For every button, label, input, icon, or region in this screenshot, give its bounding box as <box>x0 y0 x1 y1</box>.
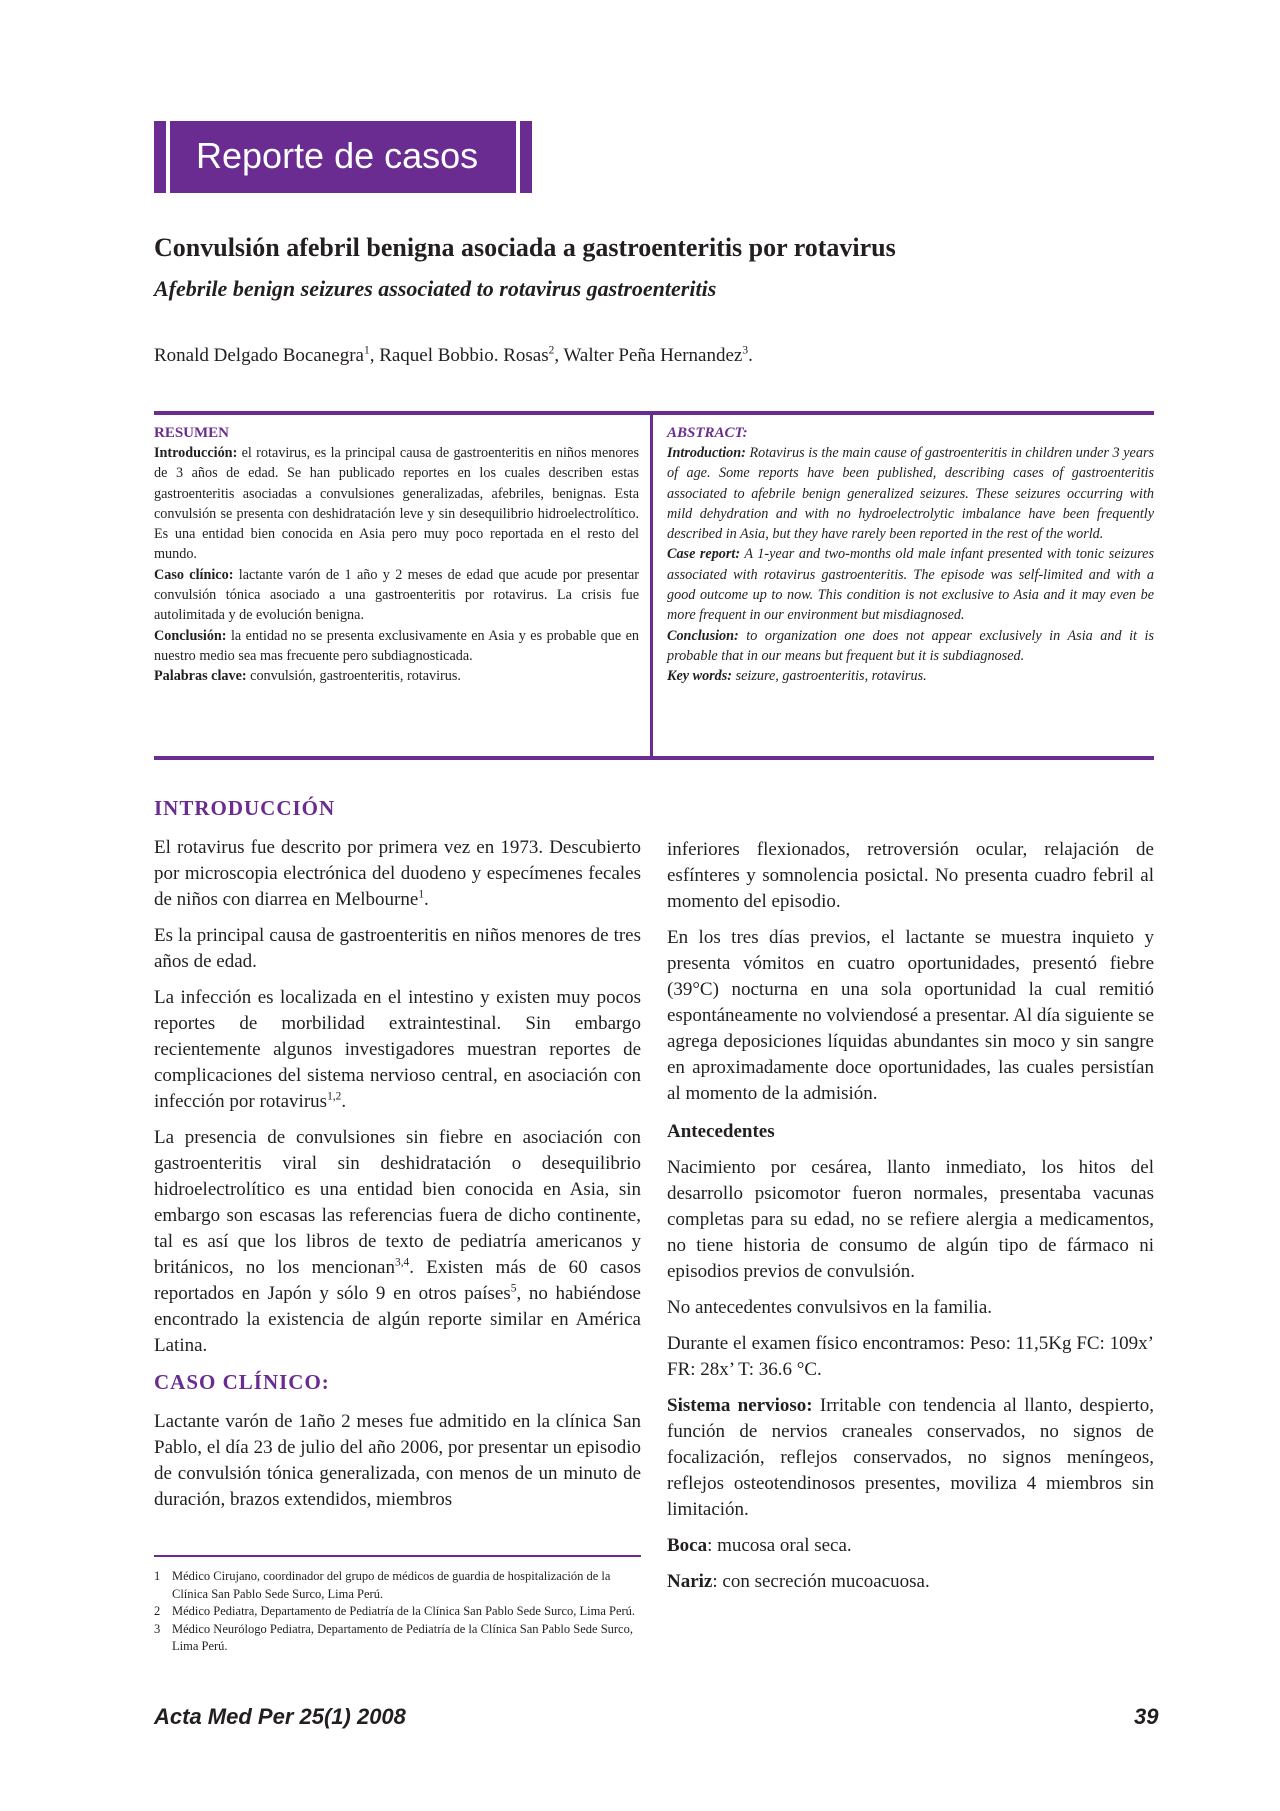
author-ref: 3 <box>742 344 749 357</box>
right-column <box>667 837 1154 1605</box>
citation-ref: 3,4 <box>395 1256 410 1269</box>
resumen-block <box>154 423 639 687</box>
footnote-text: Médico Neurólogo Pediatra, Departamento de Pediatría de la Clínica San Pablo Sede Surco, Lima Perú. <box>172 1621 633 1653</box>
author-ref: 1 <box>363 344 370 357</box>
abstract-block <box>667 423 1154 687</box>
resumen-paragraph <box>154 626 639 667</box>
paragraph-text: La infección es localizada en el intestino y existen muy pocos reportes de morbilidad extraintestinal. Sin embargo recientemente algunos investigadores muestran reportes de complicaciones del sistema nervioso central, en asociación con infección por rotavirus <box>154 987 641 1112</box>
footnotes <box>154 1568 641 1656</box>
author-name: Raquel Bobbio. Rosas <box>379 345 549 366</box>
left-column <box>154 795 641 1523</box>
body-paragraph <box>667 1569 1154 1595</box>
body-paragraph <box>667 1533 1154 1559</box>
resumen-text: la entidad no se presenta exclusivamente en Asia y es probable que en nuestro medio sea mas frecuente pero subdiagnosticada. <box>154 627 639 664</box>
body-paragraph: Es la principal causa de gastroenteritis en niños menores de tres años de edad. <box>154 925 641 972</box>
abstract-label: Case report: <box>667 546 741 563</box>
authors <box>154 345 753 367</box>
resumen-text: convulsión, gastroenteritis, rotavirus. <box>246 668 461 685</box>
footnote-text: Médico Pediatra, Departamento de Pediatría de la Clínica San Pablo Sede Surco, Lima Perú. <box>172 1604 636 1618</box>
abstract-text: seizure, gastroenteritis, rotavirus. <box>732 668 927 685</box>
subheading-antecedentes: Antecedentes <box>667 1121 775 1142</box>
resumen-label: Conclusión: <box>154 627 227 644</box>
body-paragraph <box>154 835 641 913</box>
footnote <box>154 1621 641 1656</box>
abstract-text: A 1-year and two-months old male infant presented with tonic seizures associated with rotavirus gastroenteritis. The episode was self-limited and with a good outcome up to now. This condition is not exclusive to Asia and it may even be more frequent in our environment but misdiagnosed. <box>667 546 1154 624</box>
body-paragraph: inferiores flexionados, retroversión ocular, relajación de esfínteres y somnolencia posictal. No presenta cuadro febril al momento del episodio. <box>667 839 1154 912</box>
paragraph-text: , no habiéndose encontrado la existencia de algún reporte similar en América Latina. <box>154 1283 641 1356</box>
footnote-number: 2 <box>154 1604 161 1618</box>
journal-citation: Acta Med Per 25(1) 2008 <box>154 1704 406 1729</box>
paragraph-text: . Existen más de 60 casos reportados en Japón y sólo 9 en otros países <box>154 1257 641 1304</box>
resumen-label: Introducción: <box>154 445 238 461</box>
inline-label: Sistema nervioso: <box>667 1395 813 1416</box>
author-ref: 2 <box>548 344 555 357</box>
abstract-label: Conclusion: <box>667 627 739 644</box>
author-sep: , <box>554 345 564 366</box>
article-title-english: Afebrile benign seizures associated to rotavirus gastroenteritis <box>154 276 717 301</box>
abstract-label: Key words: <box>667 668 733 685</box>
body-paragraph <box>667 1393 1154 1523</box>
paragraph-text: : con secreción mucoacuosa. <box>712 1571 930 1592</box>
abstract-label: Introduction: <box>667 445 746 461</box>
paragraph-text: La presencia de convulsiones sin fiebre en asociación con gastroenteritis viral sin deshidratación o desequilibrio hidroelectrolítico es una entidad bien conocida en Asia, sin embargo son escasas las referencias fuera de dicho continente, tal es así que los libros de texto de pediatría americanos y británicos, no los mencionan <box>154 1127 641 1278</box>
resumen-label: Palabras clave: <box>154 668 247 685</box>
paragraph-text: Irritable con tendencia al llanto, despierto, función de nervios craneales conservados, no signos de focalización, reflejos conservados, no signos meníngeos, reflejos osteotendinosos presentes, moviliza 4 miembros sin limitación. <box>667 1395 1154 1520</box>
citation-ref: 5 <box>510 1282 517 1295</box>
abstract-text: Rotavirus is the main cause of gastroenteritis in children under 3 years of age. Some reports have been published, describing cases of gastroenteritis associated to afebrile benign generalized seizures. These seizures occurring with mild dehydration and with no hydroelectrolytic imbalance have been frequently described in Asia, but they have rarely been reported in the rest of the world. <box>667 445 1154 543</box>
abstract-paragraph <box>667 544 1154 625</box>
abstract-top-rule <box>154 411 1154 415</box>
page-number: 39 <box>1134 1704 1159 1729</box>
body-paragraph <box>154 985 641 1115</box>
abstract-paragraph <box>667 626 1154 667</box>
body-paragraph <box>154 1125 641 1359</box>
author-sep: , <box>369 345 380 366</box>
banner-label: Reporte de casos <box>196 135 479 176</box>
article-title: Convulsión afebril benigna asociada a gastroenteritis por rotavirus <box>154 233 896 262</box>
paragraph-end: . <box>424 889 429 910</box>
resumen-paragraph <box>154 565 639 626</box>
footnote-rule <box>154 1555 641 1557</box>
body-paragraph: No antecedentes convulsivos en la familia. <box>667 1297 993 1318</box>
abstract-heading: ABSTRACT: <box>667 425 748 441</box>
footnote-number: 3 <box>154 1621 161 1636</box>
paragraph-end: . <box>341 1091 347 1112</box>
section-heading-introduccion: INTRODUCCIÓN <box>154 796 336 820</box>
section-banner <box>154 121 532 193</box>
author-name: Ronald Delgado Bocanegra <box>154 345 364 366</box>
footnote <box>154 1603 641 1621</box>
abstract-paragraph <box>667 666 1154 686</box>
author-name: Walter Peña Hernandez <box>563 345 743 366</box>
citation-ref: 1,2 <box>327 1090 342 1103</box>
resumen-label: Caso clínico: <box>154 566 234 583</box>
paragraph-text: El rotavirus fue descrito por primera vez en 1973. Descubierto por microscopia electrónica del duodeno y especímenes fecales de niños con diarrea en Melbourne <box>154 837 641 910</box>
body-paragraph: En los tres días previos, el lactante se muestra inquieto y presenta vómitos en cuatro oportunidades, presentó fiebre (39°C) nocturna en una sola oportunidad la cual remitió espontáneamente no volviendosé a presentar. Al día siguiente se agrega deposiciones líquidas abundantes sin moco y sin sangre en aproximadamente doce oportunidades, las cuales persistían al momento de la admisión. <box>667 927 1154 1104</box>
abstract-divider <box>650 414 653 757</box>
section-heading-caso-clinico: CASO CLÍNICO: <box>154 1370 330 1394</box>
resumen-paragraph <box>154 666 639 686</box>
author-sep: . <box>748 345 753 366</box>
banner-bar-right <box>516 121 520 193</box>
abstract-text: to organization one does not appear exclusively in Asia and it is probable that in our means but frequent but it is subdiagnosed. <box>667 627 1154 664</box>
resumen-text: el rotavirus, es la principal causa de gastroenteritis en niños menores de 3 años de edad. Se han publicado reportes en los cuales describen estas gastroenteritis asociadas a convulsiones generalizadas, afebriles, benignas. Esta convulsión se presenta con deshidratación leve y sin desequilibrio hidroelectrolítico. Es una entidad bien conocida en Asia pero muy poco reportada en el resto del mundo. <box>154 445 639 563</box>
citation-ref: 1 <box>418 888 425 901</box>
paragraph-text: : mucosa oral seca. <box>707 1535 852 1556</box>
inline-label: Nariz <box>667 1571 713 1592</box>
banner-bar-left <box>166 121 170 193</box>
body-paragraph: Nacimiento por cesárea, llanto inmediato, los hitos del desarrollo psicomotor fueron normales, presentaba vacunas completas para su edad, no se refiere alergia a medicamentos, no tiene historia de consumo de algún tipo de fármaco ni episodios previos de convulsión. <box>667 1157 1154 1282</box>
abstract-bottom-rule <box>154 756 1154 760</box>
footnote <box>154 1568 641 1603</box>
resumen-paragraph <box>154 443 639 565</box>
abstract-paragraph <box>667 443 1154 544</box>
body-paragraph: Durante el examen físico encontramos: Peso: 11,5Kg FC: 109x’ FR: 28x’ T: 36.6 °C. <box>667 1333 1154 1380</box>
footnote-text: Médico Cirujano, coordinador del grupo de médicos de guardia de hospitalización de la Clínica San Pablo Sede Surco, Lima Perú. <box>172 1569 611 1601</box>
resumen-heading: RESUMEN <box>154 425 230 441</box>
inline-label: Boca <box>667 1535 708 1556</box>
body-paragraph: Lactante varón de 1año 2 meses fue admitido en la clínica San Pablo, el día 23 de julio del año 2006, por presentar un episodio de convulsión tónica generalizada, con menos de un minuto de duración, brazos extendidos, miembros <box>154 1411 641 1510</box>
resumen-text: lactante varón de 1 año y 2 meses de edad que acude por presentar convulsión tónica asociado a una gastroenteritis por rotavirus. La crisis fue autolimitada y de evolución benigna. <box>154 566 639 624</box>
footnote-number: 1 <box>154 1569 161 1583</box>
